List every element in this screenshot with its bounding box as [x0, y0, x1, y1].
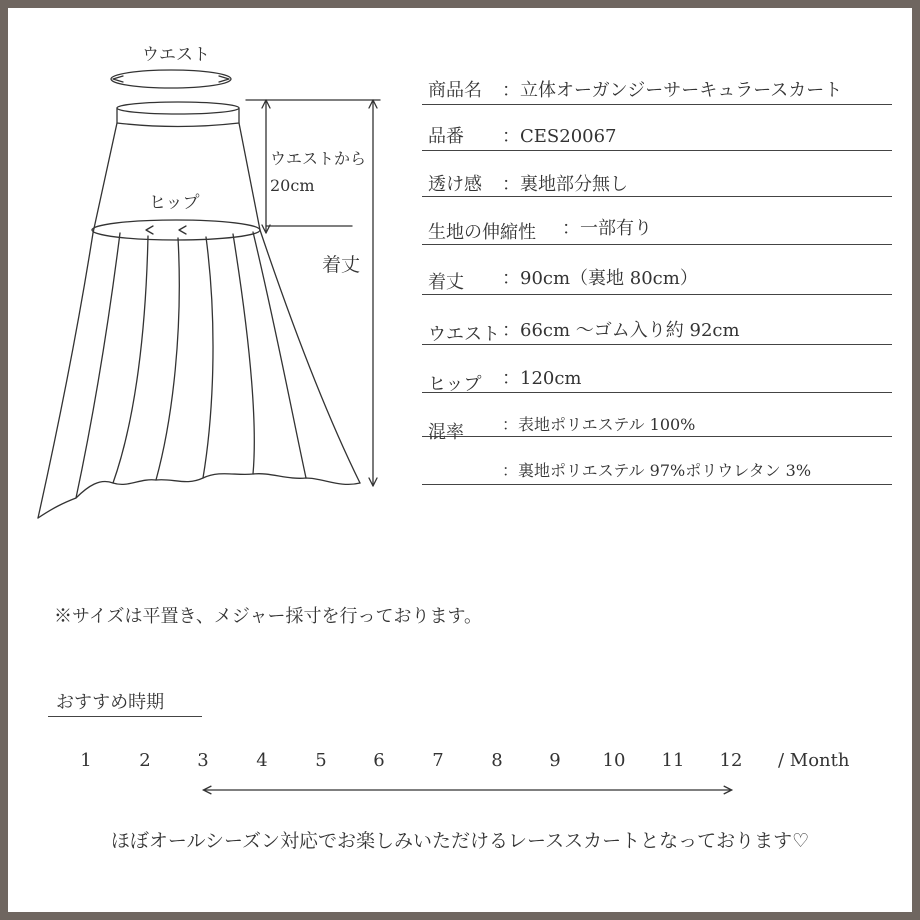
spec-row-composition-lining	[422, 436, 892, 485]
month-label: 4	[256, 750, 268, 771]
measurement-note: ※サイズは平置き、メジャー採寸を行っております。	[54, 606, 483, 627]
hip-measure-ellipse	[92, 220, 260, 240]
spec-key: 品番	[428, 126, 464, 147]
month-label: 10	[602, 750, 626, 771]
skirt-hem	[38, 474, 360, 518]
waist-arrow-right	[219, 76, 229, 82]
month-label: 1	[80, 750, 92, 771]
spec-row-item-number	[422, 104, 892, 151]
month-label: 12	[719, 750, 743, 771]
spec-row-hip	[422, 344, 892, 393]
spec-value: ：CES20067	[502, 126, 617, 147]
season-range-arrow	[8, 778, 912, 802]
hip-arrow-left	[146, 226, 153, 234]
spec-value: ：66cm ～ゴム入り約 92cm	[502, 320, 740, 341]
skirt-side-left-lower	[38, 233, 93, 518]
month-label: 5	[315, 750, 327, 771]
spec-row-waist	[422, 294, 892, 345]
spec-value: ：裏地ポリエステル 97%ポリウレタン 3%	[502, 461, 812, 480]
spec-row-composition	[422, 392, 892, 443]
season-title: おすすめ時期	[56, 692, 165, 713]
flare-line	[156, 238, 179, 480]
spec-value: ：裏地部分無し	[502, 174, 628, 195]
spec-key: 混率	[428, 422, 464, 443]
flare-line	[113, 236, 148, 483]
month-unit: / Month	[778, 750, 850, 771]
skirt-side-right-upper	[239, 123, 260, 230]
from-waist-value: 20cm	[270, 176, 315, 195]
waist-measure-ellipse	[111, 70, 231, 88]
flare-line	[76, 233, 120, 498]
waistband-top	[117, 102, 239, 114]
from-waist-label: ウエストから	[270, 149, 367, 168]
hip-label: ヒップ	[149, 193, 200, 213]
spec-value: ：一部有り	[562, 218, 652, 239]
skirt-side-left-upper	[93, 123, 117, 233]
month-label: 2	[139, 750, 151, 771]
spec-key: 着丈	[428, 272, 464, 293]
month-label: 7	[432, 750, 444, 771]
hip-arrow-right	[179, 226, 186, 234]
spec-key: ヒップ	[428, 374, 482, 395]
footer-message: ほぼオールシーズン対応でお楽しみいただけるレーススカートとなっております♡	[110, 830, 810, 852]
flare-line	[253, 232, 306, 478]
month-label: 11	[661, 750, 685, 771]
month-label: 9	[549, 750, 561, 771]
month-label: 6	[373, 750, 385, 771]
spec-key: 生地の伸縮性	[428, 222, 536, 243]
product-info-card	[8, 8, 912, 912]
waist-label: ウエスト	[142, 45, 210, 65]
waist-arrow-left	[113, 76, 123, 82]
month-label: 3	[197, 750, 209, 771]
spec-key: 透け感	[428, 174, 482, 195]
spec-key: ウエスト	[428, 324, 500, 345]
spec-row-product-name	[422, 60, 892, 105]
flare-line	[233, 234, 254, 474]
waistband	[117, 108, 239, 127]
month-label: 8	[491, 750, 503, 771]
spec-row-length	[422, 244, 892, 295]
spec-value: ：表地ポリエステル 100%	[502, 415, 696, 434]
season-title-underline	[48, 716, 202, 717]
flare-line	[203, 237, 213, 478]
spec-key: 商品名	[428, 80, 482, 101]
length-label: 着丈	[322, 254, 361, 276]
spec-value: ：120cm	[502, 368, 582, 389]
spec-value: ：90cm（裏地 80cm）	[502, 268, 698, 289]
spec-value: ：立体オーガンジーサーキュラースカート	[502, 80, 843, 101]
spec-row-sheerness	[422, 150, 892, 197]
spec-row-stretch	[422, 196, 892, 245]
